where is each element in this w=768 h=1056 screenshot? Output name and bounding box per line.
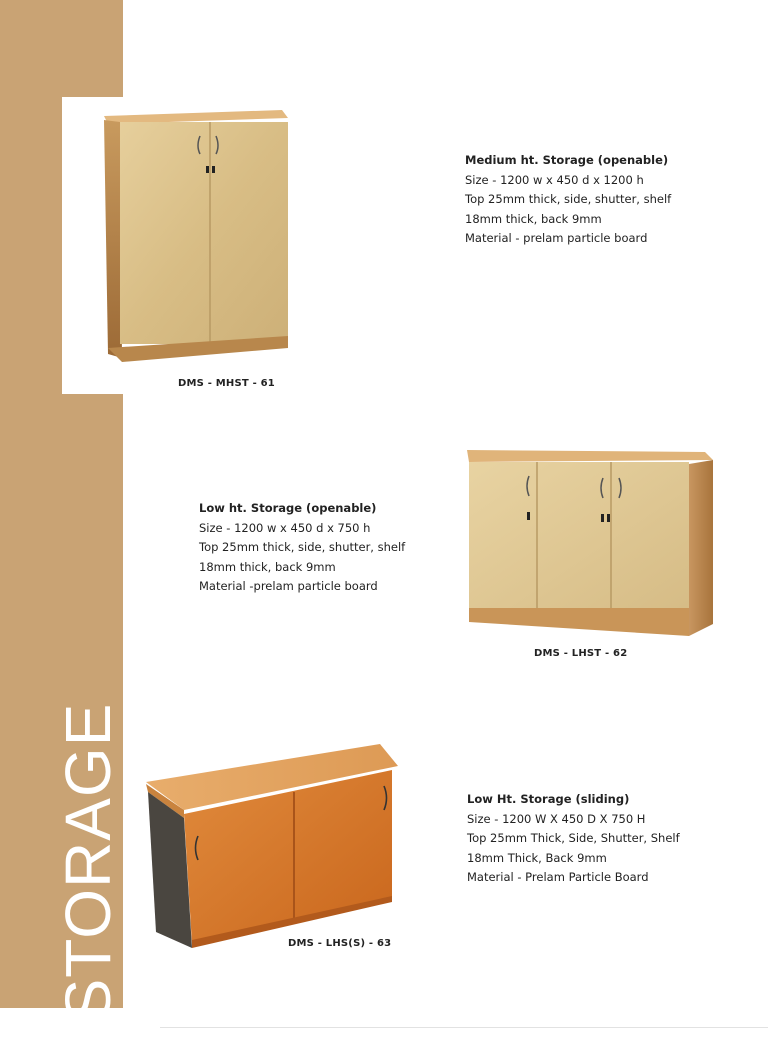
spec-line: 18mm thick, back 9mm (465, 211, 602, 226)
spec-line: Top 25mm thick, side, shutter, shelf (199, 540, 406, 554)
divider (160, 1027, 768, 1028)
spec-line: Top 25mm Thick, Side, Shutter, Shelf (467, 831, 680, 845)
low-storage-sliding-image (142, 740, 402, 952)
product-code-1: DMS - MHST - 61 (178, 378, 275, 389)
spec-block-3 (467, 790, 680, 888)
spec-title-1: Medium ht. Storage (openable) (465, 153, 669, 167)
spec-title-2: Low ht. Storage (openable) (199, 501, 377, 515)
product-code-3: DMS - LHS(S) - 63 (288, 938, 392, 949)
spec-title-3: Low Ht. Storage (sliding) (467, 792, 630, 806)
section-title: STORAGE (52, 702, 124, 1022)
spec-line: 18mm thick, back 9mm (199, 559, 336, 574)
spec-line: 18mm Thick, Back 9mm (467, 850, 607, 865)
spec-line: Size - 1200 w x 450 d x 1200 h (465, 172, 644, 187)
spec-block-2 (199, 499, 405, 597)
spec-line: Size - 1200 W X 450 D X 750 H (467, 811, 646, 826)
medium-storage-image (98, 108, 298, 368)
product-code-2: DMS - LHST - 62 (534, 648, 628, 659)
spec-line: Material - Prelam Particle Board (467, 870, 649, 884)
spec-line: Material -prelam particle board (199, 579, 378, 593)
spec-line: Material - prelam particle board (465, 231, 648, 245)
spec-line: Size - 1200 w x 450 d x 750 h (199, 520, 371, 535)
low-storage-openable-image (465, 446, 717, 641)
spec-line: Top 25mm thick, side, shutter, shelf (465, 192, 672, 206)
spec-block-1 (465, 151, 671, 249)
